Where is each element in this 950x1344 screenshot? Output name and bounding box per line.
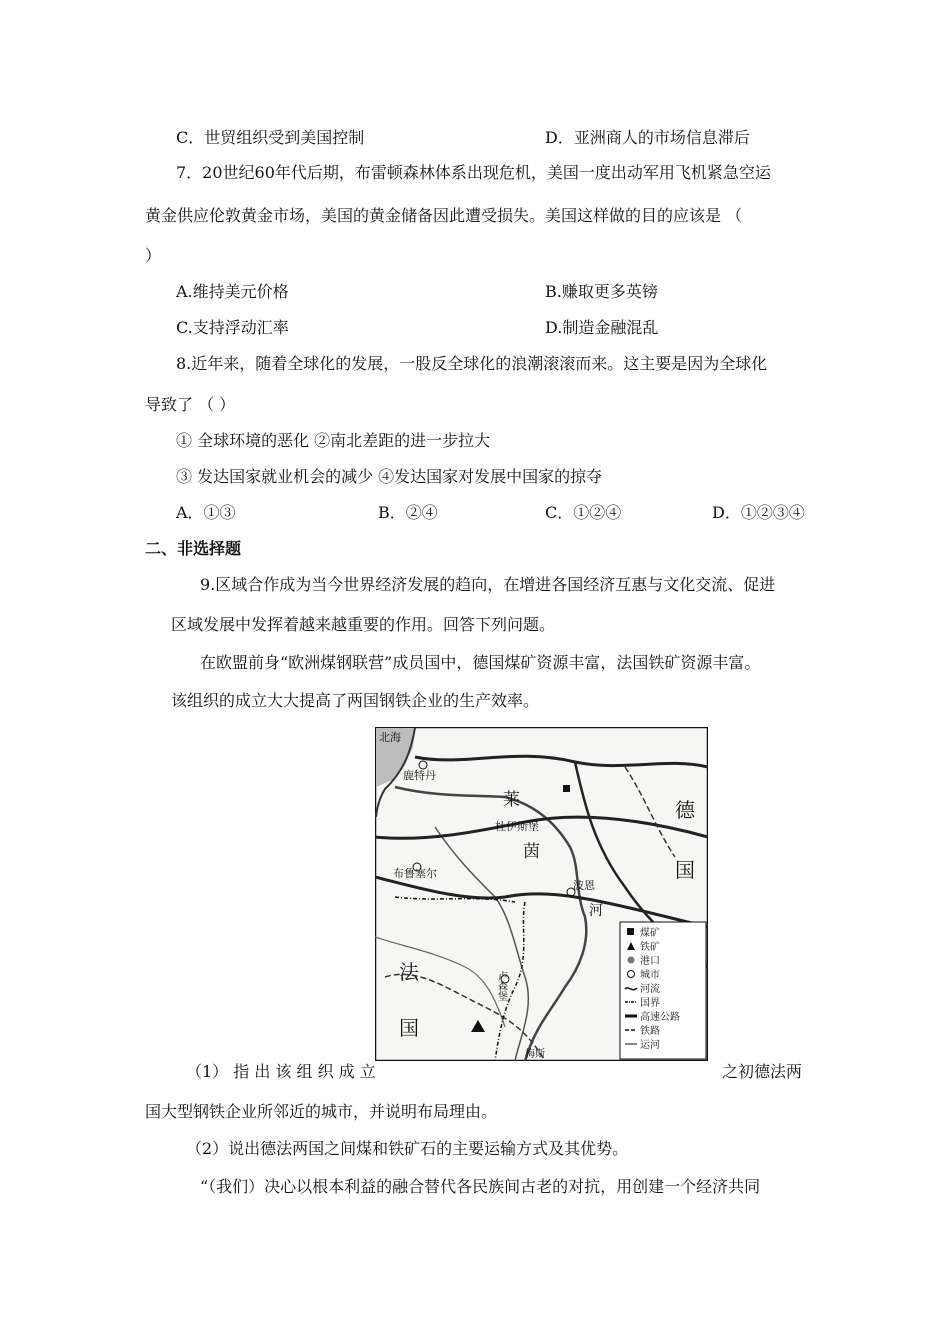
label-rotterdam: 鹿特丹 bbox=[403, 769, 436, 782]
legend-label: 河流 bbox=[640, 984, 660, 995]
q8-option-b: B．②④ bbox=[378, 503, 438, 522]
legend-label: 国界 bbox=[640, 998, 660, 1009]
q9-stem-line2: 区域发展中发挥着越来越重要的作用。回答下列问题。 bbox=[171, 615, 556, 634]
label-rhine-1: 莱 bbox=[503, 790, 520, 810]
label-brussels: 布鲁塞尔 bbox=[393, 867, 437, 880]
q9-sub1-right: 之初德法两 bbox=[722, 1062, 803, 1081]
coal-mine-icon bbox=[563, 785, 570, 792]
q8-stem-line2: 导致了 （ ） bbox=[145, 395, 236, 414]
port-icon bbox=[628, 957, 635, 964]
q6-option-c: C．世贸组织受到美国控制 bbox=[176, 128, 365, 147]
q7-stem-line2: 黄金供应伦敦黄金市场，美国的黄金储备因此遭受损失。美国这样做的目的应该是 （ bbox=[145, 206, 743, 225]
legend-label: 港口 bbox=[640, 956, 660, 967]
legend-label: 高速公路 bbox=[640, 1012, 680, 1023]
label-germany-2: 国 bbox=[675, 858, 695, 882]
label-france-1: 法 bbox=[399, 960, 419, 984]
ecsc-region-map bbox=[375, 727, 708, 1061]
label-bonn: 波恩 bbox=[573, 879, 595, 892]
q9-sub2: （2）说出德法两国之间煤和铁矿石的主要运输方式及其优势。 bbox=[186, 1139, 629, 1158]
legend-label: 铁矿 bbox=[640, 942, 660, 953]
q8-stem-line1: 8.近年来，随着全球化的发展，一股反全球化的浪潮滚滚而来。这主要是因为全球化 bbox=[176, 354, 768, 373]
q9-sub1-line2: 国大型钢铁企业所邻近的城市，并说明布局理由。 bbox=[145, 1102, 498, 1121]
q9-stem-line1: 9.区域合作成为当今世界经济发展的趋向，在增进各国经济互惠与文化交流、促进 bbox=[200, 575, 776, 594]
q8-items-line1: ① 全球环境的恶化 ②南北差距的进一步拉大 bbox=[176, 431, 491, 450]
q6-option-d: D．亚洲商人的市场信息滞后 bbox=[545, 128, 750, 147]
label-germany-1: 德 bbox=[675, 798, 695, 822]
legend-label: 运河 bbox=[640, 1040, 660, 1051]
q8-items-line2: ③ 发达国家就业机会的减少 ④发达国家对发展中国家的掠夺 bbox=[176, 467, 603, 486]
q9-material-line2: 该组织的成立大大提高了两国钢铁企业的生产效率。 bbox=[171, 691, 540, 710]
q9-material-line1: 在欧盟前身“欧洲煤钢联营”成员国中，德国煤矿资源丰富，法国铁矿资源丰富。 bbox=[200, 653, 761, 672]
label-ruhr: 杜伊斯堡 bbox=[495, 820, 539, 833]
q9-quote-line1: “（我们）决心以根本利益的融合替代各民族间古老的对抗，用创建一个经济共同 bbox=[200, 1177, 761, 1196]
q9-sub1-left: （1） 指 出 该 组 织 成 立 bbox=[186, 1062, 376, 1081]
section-heading: 二、非选择题 bbox=[145, 539, 242, 558]
q8-option-c: C．①②④ bbox=[545, 503, 622, 522]
label-sea: 北海 bbox=[379, 731, 401, 744]
legend-label: 铁路 bbox=[640, 1026, 660, 1037]
label-france-2: 国 bbox=[399, 1016, 419, 1040]
legend-label: 城市 bbox=[640, 970, 660, 981]
q7-option-d: D.制造金融混乱 bbox=[545, 318, 659, 337]
q7-option-b: B.赚取更多英镑 bbox=[545, 282, 658, 301]
coal-mine-icon bbox=[627, 928, 634, 935]
map-legend bbox=[620, 922, 706, 1059]
legend-label: 煤矿 bbox=[640, 928, 660, 939]
q7-stem-line1: 7．20世纪60年代后期，布雷顿森林体系出现危机，美国一度出动军用飞机紧急空运 bbox=[176, 163, 771, 182]
q7-option-a: A.维持美元价格 bbox=[176, 282, 289, 301]
q8-option-a: A．①③ bbox=[176, 503, 236, 522]
q8-option-d: D．①②③④ bbox=[712, 503, 805, 522]
label-luxembourg: 卢森堡 bbox=[495, 971, 507, 1001]
label-rhine-3: 河 bbox=[589, 903, 603, 919]
label-metz: 梅斯 bbox=[525, 1049, 545, 1060]
label-rhine-2: 茵 bbox=[523, 842, 540, 862]
q7-option-c: C.支持浮动汇率 bbox=[176, 318, 289, 337]
q7-stem-line3: ） bbox=[145, 246, 162, 265]
